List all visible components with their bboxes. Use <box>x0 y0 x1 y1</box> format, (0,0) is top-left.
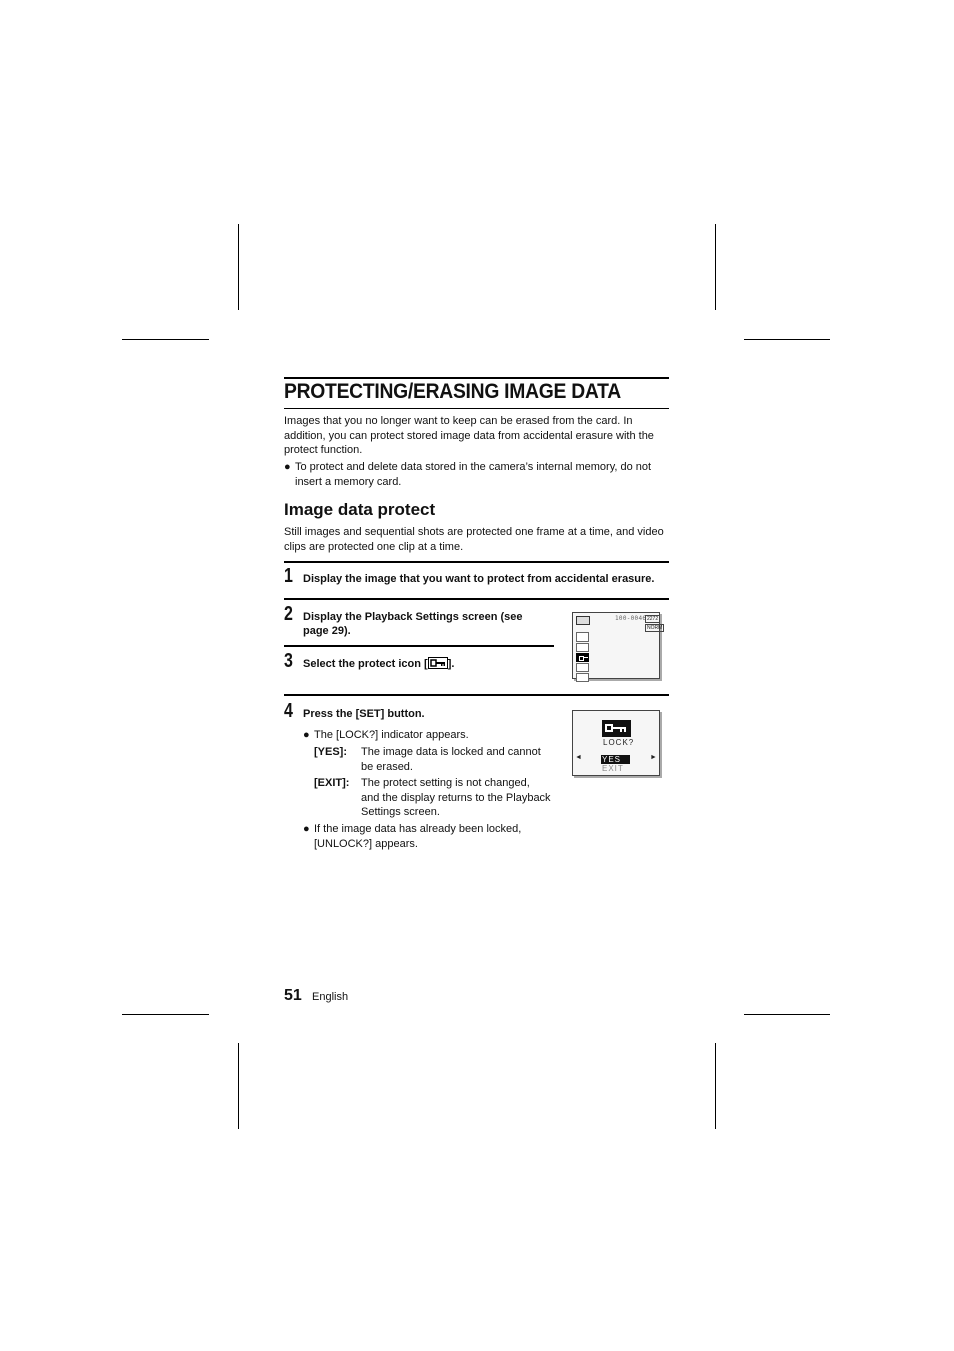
protect-key-icon <box>428 657 448 673</box>
bullet-icon: ● <box>303 729 310 741</box>
resolution-badge: 2272 <box>647 616 659 622</box>
playback-settings-screen <box>572 612 663 679</box>
crop-mark <box>744 339 830 340</box>
crop-mark <box>238 224 239 310</box>
step-divider <box>284 694 669 696</box>
step-divider <box>284 645 554 647</box>
exit-desc: The protect setting is not changed, and the display returns to the Playback Settings screen. <box>361 777 551 818</box>
step-number: 1 <box>284 565 293 587</box>
section-intro: Still images and sequential shots are protected one frame at a time, and video clips are protected one clip at a time. <box>284 526 664 553</box>
page-title: PROTECTING/ERASING IMAGE DATA <box>284 380 621 403</box>
intro-paragraph: Images that you no longer want to keep can be erased from the card. In addition, you can protect stored image data from accidental erasure with the protect function. <box>284 415 654 456</box>
settings-icon-column <box>576 632 589 677</box>
step-divider <box>284 561 669 563</box>
left-arrow-icon: ◄ <box>575 754 582 761</box>
bullet-icon: ● <box>284 461 291 473</box>
lock-prompt: LOCK? <box>603 738 635 747</box>
protect-icon-selected <box>576 653 589 662</box>
step-number: 2 <box>284 603 293 625</box>
crop-mark <box>122 1014 209 1015</box>
title-rule-top <box>284 377 669 379</box>
step4-bullet-text: If the image data has already been locked, [UNLOCK?] appears. <box>314 823 522 850</box>
exit-term: [EXIT]: <box>314 777 350 789</box>
step-text: Press the [SET] button. <box>303 708 425 720</box>
intro-bullet <box>284 460 669 489</box>
section-title: Image data protect <box>284 500 436 519</box>
step-divider <box>284 598 669 600</box>
bullet-icon: ● <box>303 823 310 835</box>
right-arrow-icon: ► <box>650 754 657 761</box>
page-number: 51 <box>284 987 302 1004</box>
yes-definition <box>314 745 554 775</box>
exit-definition <box>314 776 554 821</box>
file-number: 100-0046 <box>615 615 647 622</box>
step4-bullet <box>303 822 554 851</box>
step-text-after: ]. <box>447 658 455 670</box>
crop-mark <box>715 1043 716 1129</box>
step-number: 3 <box>284 650 293 672</box>
step-text <box>303 657 553 673</box>
print-icon <box>576 673 589 682</box>
yes-option: YES <box>601 755 630 764</box>
large-key-icon <box>602 720 631 737</box>
step-number: 4 <box>284 700 293 722</box>
title-rule-bottom <box>284 408 669 409</box>
step-text: Display the Playback Settings screen (see page 29). <box>303 611 523 637</box>
step-text-before: Select the protect icon [ <box>303 658 428 670</box>
step-text: Display the image that you want to protect from accidental erasure. <box>303 573 655 585</box>
crop-mark <box>744 1014 830 1015</box>
crop-mark <box>715 224 716 310</box>
trash-icon <box>576 663 589 672</box>
yes-desc: The image data is locked and cannot be erased. <box>361 746 541 773</box>
crop-mark <box>122 339 209 340</box>
crop-mark <box>238 1043 239 1129</box>
language-label: English <box>312 991 349 1003</box>
rotate-icon <box>576 643 589 652</box>
mode-icon <box>576 616 590 625</box>
step4-bullet-text: The [LOCK?] indicator appears. <box>314 729 469 741</box>
yes-term: [YES]: <box>314 746 347 758</box>
slideshow-icon <box>576 632 589 642</box>
lock-prompt-screen <box>572 710 660 776</box>
quality-badge: NORM <box>647 625 663 631</box>
intro-bullet-text: To protect and delete data stored in the camera’s internal memory, do not insert a memory card. <box>295 461 652 488</box>
step4-bullet <box>303 728 554 743</box>
exit-option: EXIT <box>602 764 624 773</box>
